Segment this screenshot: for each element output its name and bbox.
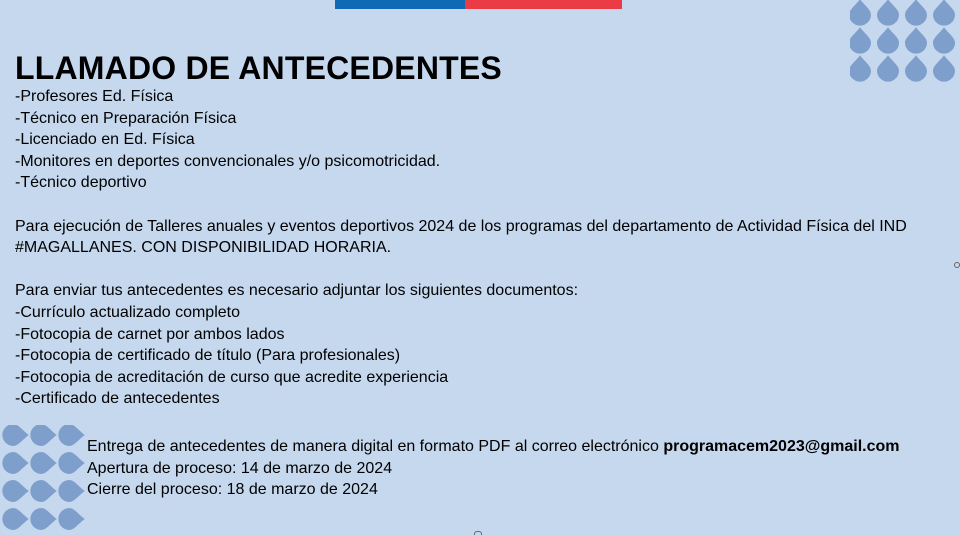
submission-text: Entrega de antecedentes de manera digital en formato PDF al correo electrónico xyxy=(87,438,664,455)
drop-shape xyxy=(905,0,927,26)
drop-shape xyxy=(2,480,28,502)
drop-shape xyxy=(2,508,28,530)
document-item: -Fotocopia de acreditación de curso que acredite experiencia xyxy=(15,368,449,386)
submission-info xyxy=(87,436,899,501)
drop-shape xyxy=(58,452,84,474)
position-item: -Técnico deportivo xyxy=(15,174,147,192)
drop-shape xyxy=(850,0,871,26)
drop-shape xyxy=(58,508,84,530)
drop-shape xyxy=(30,425,56,446)
drop-shape xyxy=(30,508,56,530)
slide-handle-right xyxy=(954,262,960,268)
position-item: -Técnico en Preparación Física xyxy=(15,109,237,127)
position-item: -Profesores Ed. Física xyxy=(15,88,174,105)
submission-line xyxy=(87,436,899,458)
purpose-paragraph: Para ejecución de Talleres anuales y eventos deportivos 2024 de los programas del departamento de Actividad Física del IND #MAGALLANES. CON DISPONIBILIDAD HORARIA. xyxy=(15,217,907,257)
page-title: LLAMADO DE ANTECEDENTES xyxy=(15,50,502,86)
documents-intro: Para enviar tus antecedentes es necesario adjuntar los siguientes documentos: xyxy=(15,282,579,300)
flag-red-segment xyxy=(465,0,622,9)
flag-blue-segment xyxy=(335,0,465,9)
document-item: -Currículo actualizado completo xyxy=(15,303,240,321)
drop-shape xyxy=(58,480,84,502)
main-content xyxy=(15,50,945,410)
contact-email[interactable]: programacem2023@gmail.com xyxy=(663,438,900,455)
water-drops-decoration-bottom-left xyxy=(0,425,90,535)
document-item: -Fotocopia de carnet por ambos lados xyxy=(15,325,285,343)
drop-shape xyxy=(877,0,899,26)
drop-shape xyxy=(933,0,955,26)
drop-shape xyxy=(30,480,56,502)
flag-bar xyxy=(335,0,622,9)
drop-shape xyxy=(2,425,28,446)
opening-date: Apertura de proceso: 14 de marzo de 2024 xyxy=(87,459,393,477)
position-item: -Licenciado en Ed. Física xyxy=(15,131,195,149)
drop-shape xyxy=(58,425,84,446)
document-item: -Certificado de antecedentes xyxy=(15,390,220,408)
document-item: -Fotocopia de certificado de título (Para profesionales) xyxy=(15,347,401,365)
closing-date: Cierre del proceso: 18 de marzo de 2024 xyxy=(87,481,378,499)
position-item: -Monitores en deportes convencionales y/o psicomotricidad. xyxy=(15,152,441,170)
drop-shape xyxy=(30,452,56,474)
slide-handle-bottom xyxy=(474,531,482,535)
drop-shape xyxy=(2,452,28,474)
